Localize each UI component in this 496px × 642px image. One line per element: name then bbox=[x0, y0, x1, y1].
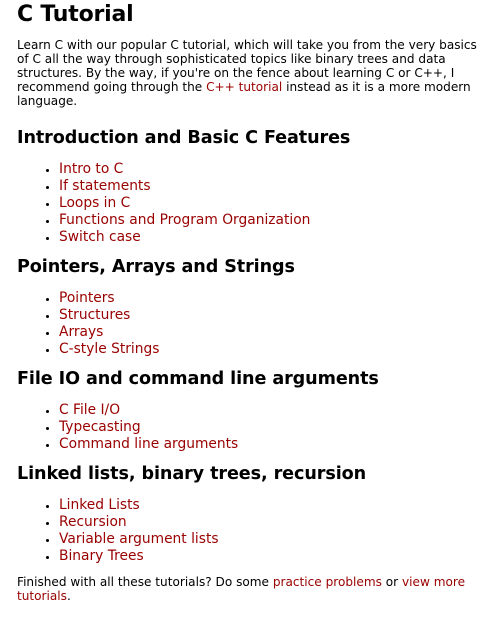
list-item bbox=[59, 341, 482, 358]
list-item bbox=[59, 514, 482, 531]
intro-text-start: Learn C with our popular C tutorial, which will take you from the very basics of C all the way through sophisticated topics like binary trees and data structures. By the way, if you're on the fence about learning C or C++, I recommend going through the bbox=[17, 38, 477, 94]
list-item bbox=[59, 402, 482, 419]
footer-text-end: . bbox=[66, 589, 71, 603]
footer-text-start: Finished with all these tutorials? Do some bbox=[17, 575, 273, 589]
list-item bbox=[59, 212, 482, 229]
intro-text-end: instead as it is a more modern language. bbox=[17, 80, 471, 108]
list-item bbox=[59, 497, 482, 514]
c-file-io-link[interactable]: C File I/O bbox=[59, 402, 121, 418]
list-item bbox=[59, 436, 482, 453]
functions-link[interactable]: Functions and Program Organization bbox=[59, 212, 311, 228]
footer-text-middle: or bbox=[381, 575, 402, 589]
cpp-tutorial-link[interactable]: C++ tutorial bbox=[206, 80, 283, 94]
linked-lists-link[interactable]: Linked Lists bbox=[59, 497, 140, 513]
recursion-link[interactable]: Recursion bbox=[59, 514, 127, 530]
if-statements-link[interactable]: If statements bbox=[59, 178, 151, 194]
switch-case-link[interactable]: Switch case bbox=[59, 229, 141, 245]
c-style-strings-link[interactable]: C-style Strings bbox=[59, 341, 160, 357]
typecasting-link[interactable]: Typecasting bbox=[59, 419, 141, 435]
list-item bbox=[59, 324, 482, 341]
pointers-link[interactable]: Pointers bbox=[59, 290, 115, 306]
section-heading-linked-lists: Linked lists, binary trees, recursion bbox=[17, 464, 367, 484]
list-item bbox=[59, 290, 482, 307]
section-heading-intro: Introduction and Basic C Features bbox=[17, 128, 351, 148]
section-heading-pointers: Pointers, Arrays and Strings bbox=[17, 257, 295, 277]
binary-trees-link[interactable]: Binary Trees bbox=[59, 548, 144, 564]
list-item bbox=[59, 419, 482, 436]
section-list-file-io bbox=[17, 402, 482, 453]
section-list-intro bbox=[17, 161, 482, 246]
intro-paragraph bbox=[17, 38, 482, 108]
list-item bbox=[59, 161, 482, 178]
practice-problems-link[interactable]: practice problems bbox=[272, 575, 382, 589]
command-line-arguments-link[interactable]: Command line arguments bbox=[59, 436, 239, 452]
view-more-tutorials-link[interactable]: view more tutorials bbox=[17, 575, 466, 603]
intro-to-c-link[interactable]: Intro to C bbox=[59, 161, 124, 177]
list-item bbox=[59, 307, 482, 324]
arrays-link[interactable]: Arrays bbox=[59, 324, 104, 340]
variable-argument-lists-link[interactable]: Variable argument lists bbox=[59, 531, 219, 547]
structures-link[interactable]: Structures bbox=[59, 307, 131, 323]
section-heading-file-io: File IO and command line arguments bbox=[17, 369, 379, 389]
list-item bbox=[59, 531, 482, 548]
page-content bbox=[0, 2, 496, 603]
footer-paragraph bbox=[17, 575, 482, 603]
page-title: C Tutorial bbox=[17, 2, 134, 27]
list-item bbox=[59, 229, 482, 246]
list-item bbox=[59, 548, 482, 565]
list-item bbox=[59, 195, 482, 212]
section-list-pointers bbox=[17, 290, 482, 358]
list-item bbox=[59, 178, 482, 195]
section-list-linked-lists bbox=[17, 497, 482, 565]
loops-link[interactable]: Loops in C bbox=[59, 195, 131, 211]
